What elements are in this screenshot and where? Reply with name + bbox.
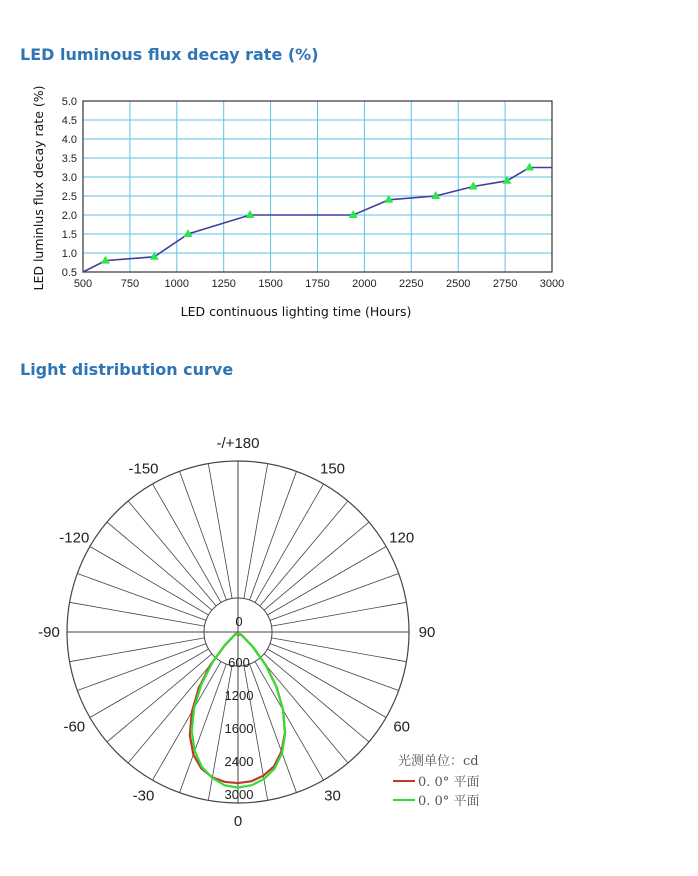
polar-spoke	[271, 602, 406, 626]
y-tick-label: 1.0	[61, 248, 77, 260]
polar-spoke	[153, 661, 222, 780]
y-axis-label: LED luminlus flux decay rate (%)	[31, 85, 46, 291]
polar-spoke	[90, 649, 209, 718]
y-tick-label: 0.5	[61, 267, 77, 279]
polar-angle-label: -120	[59, 529, 90, 547]
x-tick-label: 1000	[164, 278, 190, 290]
polar-spoke	[250, 471, 297, 600]
y-tick-label: 4.5	[61, 115, 77, 127]
x-tick-label: 3000	[539, 278, 565, 290]
polar-spoke	[255, 661, 324, 780]
polar-spoke	[250, 664, 297, 793]
polar-angle-label: 150	[319, 460, 346, 478]
x-tick-label: 2750	[492, 278, 518, 290]
polar-spoke	[180, 471, 227, 600]
polar-spoke	[264, 522, 369, 610]
y-tick-label: 2.0	[61, 210, 77, 222]
polar-spoke	[128, 501, 216, 606]
polar-spoke	[260, 501, 348, 606]
polar-spoke	[70, 602, 205, 626]
polar-angle-label: 30	[324, 787, 341, 805]
polar-angle-label: -60	[63, 718, 86, 736]
y-tick-label: 4.0	[61, 134, 77, 146]
polar-spoke	[271, 638, 406, 662]
x-tick-label: 750	[120, 278, 140, 290]
polar-radial-label: 600	[228, 655, 250, 670]
polar-spoke	[267, 649, 386, 718]
polar-spoke	[208, 464, 232, 599]
polar-grid	[67, 461, 409, 803]
flux-decay-heading: LED luminous flux decay rate (%)	[20, 45, 319, 64]
polar-radial-label: 1200	[224, 688, 254, 703]
polar-angle-label: -90	[38, 624, 60, 641]
polar-spoke	[70, 638, 205, 662]
polar-spoke	[107, 522, 212, 610]
polar-angle-label: -30	[132, 787, 155, 805]
polar-spoke	[270, 644, 399, 691]
legend-title: 光测单位：cd	[398, 754, 479, 769]
x-axis-label: LED continuous lighting time (Hours)	[180, 304, 412, 319]
polar-radial-label: 3000	[224, 787, 254, 802]
x-tick-label: 2250	[399, 278, 424, 290]
x-tick-label: 2000	[352, 278, 377, 290]
polar-radial-label: 2400	[224, 754, 254, 769]
polar-spoke	[267, 547, 386, 616]
x-tick-label: 1500	[258, 278, 283, 290]
y-tick-label: 3.5	[61, 153, 77, 165]
polar-angle-label: 90	[418, 624, 436, 641]
light-distribution-heading: Light distribution curve	[20, 360, 234, 379]
x-tick-label: 500	[73, 278, 93, 290]
polar-angle-label: -/+180	[216, 435, 260, 452]
polar-spoke	[90, 547, 209, 616]
polar-spoke	[77, 644, 206, 691]
legend-label-green: 0. 0° 平面	[418, 794, 480, 809]
polar-spoke	[255, 484, 324, 603]
polar-angle-label: 120	[389, 529, 415, 547]
polar-radial-label: 1600	[224, 721, 254, 736]
polar-spoke	[153, 484, 222, 603]
polar-radial-label: 0	[235, 614, 243, 629]
polar-legend	[393, 753, 479, 809]
polar-spoke	[244, 464, 268, 599]
x-tick-label: 1750	[305, 278, 330, 290]
polar-angle-label: 0	[233, 813, 243, 830]
y-tick-label: 3.0	[61, 172, 77, 184]
legend-label-red: 0. 0° 平面	[418, 775, 480, 790]
polar-spoke	[270, 574, 399, 621]
x-tick-label: 2500	[445, 278, 471, 290]
y-tick-label: 1.5	[61, 229, 77, 241]
polar-spoke	[77, 574, 206, 621]
polar-angle-label: 60	[393, 718, 411, 736]
y-tick-label: 5.0	[61, 96, 77, 108]
y-tick-label: 2.5	[61, 191, 77, 203]
polar-spoke	[260, 658, 348, 763]
x-tick-label: 1250	[211, 278, 236, 290]
polar-angle-label: -150	[128, 460, 159, 478]
polar-spoke	[128, 658, 216, 763]
